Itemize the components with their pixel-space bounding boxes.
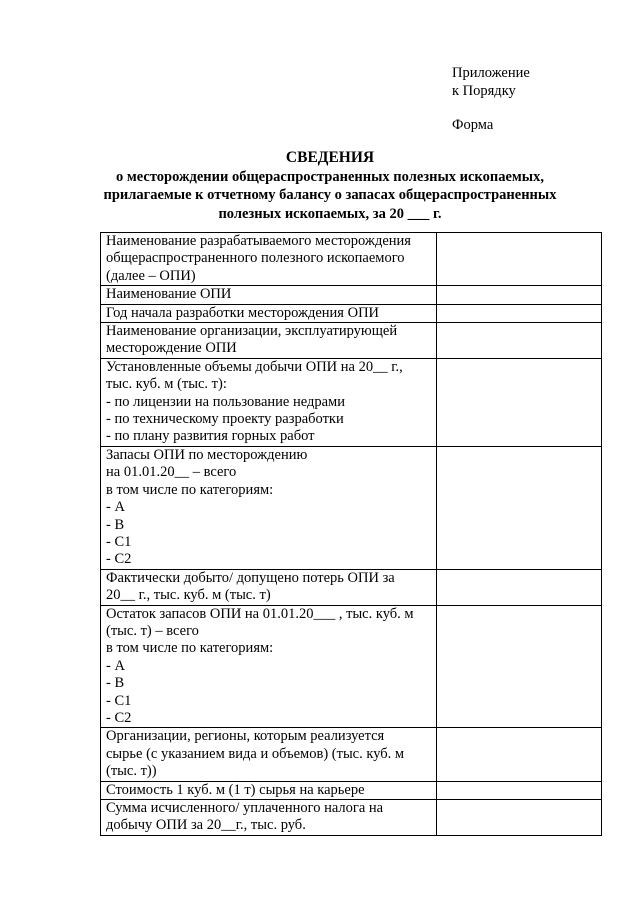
row-value-cell[interactable] bbox=[437, 605, 602, 728]
row-label-line: Фактически добыто/ допущено потерь ОПИ за bbox=[106, 569, 395, 586]
row-label-cell bbox=[101, 605, 437, 728]
row-label-line: Установленные объемы добычи ОПИ на 20__ г., bbox=[106, 358, 403, 375]
row-label-line: (далее – ОПИ) bbox=[106, 267, 196, 284]
row-label-cell bbox=[101, 286, 437, 304]
row-value-cell[interactable] bbox=[437, 800, 602, 836]
title-line-3: полезных ископаемых, за 20 ___ г. bbox=[218, 205, 442, 222]
row-label-line: в том числе по категориям: bbox=[106, 640, 274, 657]
row-label-line: Наименование организации, эксплуатирующей bbox=[106, 323, 398, 340]
row-label-line: - С2 bbox=[106, 709, 132, 726]
row-label-line: Запасы ОПИ по месторождению bbox=[106, 446, 308, 463]
table-row bbox=[101, 781, 602, 799]
title-line-2: прилагаемые к отчетному балансу о запасах общераспространенных bbox=[103, 187, 557, 203]
form-label: Форма bbox=[452, 117, 494, 133]
row-label-line: - С1 bbox=[106, 692, 132, 709]
row-label-line: - С2 bbox=[106, 551, 132, 568]
row-label-line: - С1 bbox=[106, 533, 132, 550]
row-value-cell[interactable] bbox=[437, 233, 602, 286]
appendix-note bbox=[452, 64, 530, 134]
table-row bbox=[101, 286, 602, 304]
report-form-table bbox=[100, 232, 602, 836]
row-label-cell bbox=[101, 569, 437, 605]
table-row bbox=[101, 323, 602, 359]
table-row bbox=[101, 304, 602, 322]
table-row bbox=[101, 569, 602, 605]
row-label-line: - В bbox=[106, 516, 125, 533]
row-label-line: тыс. куб. м (тыс. т): bbox=[106, 376, 227, 393]
row-label-line: Наименование ОПИ bbox=[106, 286, 232, 303]
to-order-label: к Порядку bbox=[452, 83, 516, 99]
row-label-line: - А bbox=[106, 499, 125, 516]
row-label-cell bbox=[101, 323, 437, 359]
row-label-cell bbox=[101, 800, 437, 836]
row-value-cell[interactable] bbox=[437, 781, 602, 799]
row-label-cell bbox=[101, 358, 437, 446]
row-label-line: Год начала разработки месторождения ОПИ bbox=[106, 304, 380, 321]
row-label-cell bbox=[101, 233, 437, 286]
row-label-line: - А bbox=[106, 657, 125, 674]
row-value-cell[interactable] bbox=[437, 323, 602, 359]
table-row bbox=[101, 358, 602, 446]
table-row bbox=[101, 800, 602, 836]
row-label-line: Остаток запасов ОПИ на 01.01.20___ , тыс. куб. м bbox=[106, 605, 414, 622]
table-row bbox=[101, 605, 602, 728]
row-label-cell bbox=[101, 304, 437, 322]
row-label-line: (тыс. т)) bbox=[106, 763, 157, 780]
row-value-cell[interactable] bbox=[437, 358, 602, 446]
row-label-line: 20__ г., тыс. куб. м (тыс. т) bbox=[106, 587, 271, 604]
row-label-line: - по плану развития горных работ bbox=[106, 428, 315, 445]
row-label-line: в том числе по категориям: bbox=[106, 481, 274, 498]
row-label-line: добычу ОПИ за 20__г., тыс. руб. bbox=[106, 817, 306, 834]
row-value-cell[interactable] bbox=[437, 569, 602, 605]
row-label-line: (тыс. т) – всего bbox=[106, 622, 199, 639]
row-label-cell bbox=[101, 728, 437, 781]
row-label-line: Стоимость 1 куб. м (1 т) сырья на карьере bbox=[106, 781, 365, 798]
table-row bbox=[101, 233, 602, 286]
table-row bbox=[101, 728, 602, 781]
title-line-1: о месторождении общераспространенных полезных ископаемых, bbox=[116, 168, 544, 185]
row-value-cell[interactable] bbox=[437, 446, 602, 569]
row-label-line: Организации, регионы, которым реализуется bbox=[106, 728, 385, 745]
row-label-line: сырье (с указанием вида и объемов) (тыс. куб. м bbox=[106, 745, 405, 762]
row-label-line: общераспространенного полезного ископаемого bbox=[106, 250, 405, 267]
row-label-line: - по техническому проекту разработки bbox=[106, 411, 344, 428]
row-value-cell[interactable] bbox=[437, 286, 602, 304]
row-value-cell[interactable] bbox=[437, 728, 602, 781]
row-label-cell bbox=[101, 446, 437, 569]
row-label-line: - В bbox=[106, 675, 125, 692]
row-label-cell bbox=[101, 781, 437, 799]
table-row bbox=[101, 446, 602, 569]
title-main: СВЕДЕНИЯ bbox=[285, 149, 375, 166]
row-label-line: Наименование разрабатываемого месторождения bbox=[106, 233, 411, 249]
row-label-line: - по лицензии на пользование недрами bbox=[106, 393, 345, 410]
row-label-line: Сумма исчисленного/ уплаченного налога на bbox=[106, 800, 384, 816]
document-title bbox=[40, 149, 620, 223]
appendix-label: Приложение bbox=[452, 65, 530, 81]
row-label-line: на 01.01.20__ – всего bbox=[106, 464, 237, 481]
row-value-cell[interactable] bbox=[437, 304, 602, 322]
row-label-line: месторождение ОПИ bbox=[106, 340, 237, 357]
